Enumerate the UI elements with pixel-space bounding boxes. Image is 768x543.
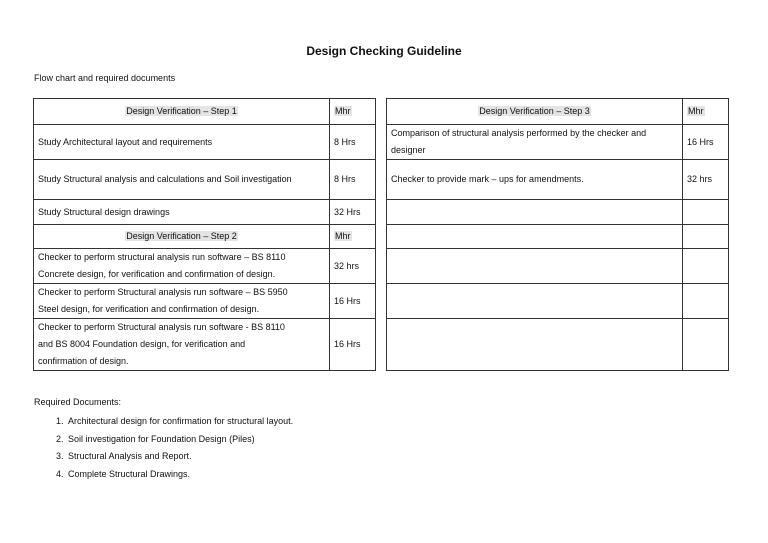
mhr-cell: 32 hrs bbox=[330, 249, 376, 284]
task-line: Checker to perform Structural analysis run software - BS 8110 bbox=[38, 322, 285, 332]
mhr-header: Mhr bbox=[330, 99, 376, 125]
mhr-cell: 32 hrs bbox=[683, 160, 729, 200]
empty-cell bbox=[683, 200, 729, 225]
mhr-cell: 32 Hrs bbox=[330, 200, 376, 225]
list-item: 4. Complete Structural Drawings. bbox=[66, 466, 293, 484]
table-row bbox=[34, 284, 376, 319]
table-header-row bbox=[34, 225, 376, 249]
task-line: confirmation of design. bbox=[38, 356, 129, 366]
task-line: Comparison of structural analysis performed by the checker and bbox=[391, 128, 647, 138]
task-line: Checker to perform structural analysis run software – BS 8110 bbox=[38, 252, 286, 262]
list-item: 2. Soil investigation for Foundation Design (Piles) bbox=[66, 431, 293, 449]
required-documents-title: Required Documents: bbox=[34, 397, 122, 407]
verification-table-step3 bbox=[386, 98, 729, 371]
empty-cell bbox=[683, 284, 729, 319]
subtitle: Flow chart and required documents bbox=[34, 73, 176, 83]
task-line: Steel design, for verification and confirmation of design. bbox=[38, 304, 260, 314]
mhr-cell: 8 Hrs bbox=[330, 125, 376, 160]
empty-cell bbox=[683, 225, 729, 249]
table-row bbox=[34, 249, 376, 284]
empty-cell bbox=[387, 319, 683, 371]
step2-header: Design Verification – Step 2 bbox=[34, 225, 330, 249]
table-header-row bbox=[387, 99, 729, 125]
required-documents-list bbox=[48, 413, 293, 483]
mhr-cell: 16 Hrs bbox=[683, 125, 729, 160]
page-title: Design Checking Guideline bbox=[306, 44, 462, 58]
mhr-header: Mhr bbox=[683, 99, 729, 125]
table-row bbox=[387, 160, 729, 200]
step1-header: Design Verification – Step 1 bbox=[34, 99, 330, 125]
task-line: designer bbox=[391, 145, 426, 155]
task-cell: Study Structural analysis and calculations and Soil investigation bbox=[34, 160, 330, 200]
mhr-cell: 8 Hrs bbox=[330, 160, 376, 200]
table-row bbox=[34, 319, 376, 371]
task-cell: Study Architectural layout and requirements bbox=[34, 125, 330, 160]
empty-cell bbox=[387, 200, 683, 225]
task-line: Checker to perform Structural analysis run software – BS 5950 bbox=[38, 287, 288, 297]
list-item: 1. Architectural design for confirmation for structural layout. bbox=[66, 413, 293, 431]
mhr-cell: 16 Hrs bbox=[330, 319, 376, 371]
table-row bbox=[34, 200, 376, 225]
table-row bbox=[387, 125, 729, 160]
empty-cell bbox=[387, 284, 683, 319]
task-cell: Study Structural design drawings bbox=[34, 200, 330, 225]
empty-cell bbox=[683, 319, 729, 371]
table-header-row bbox=[34, 99, 376, 125]
mhr-header: Mhr bbox=[330, 225, 376, 249]
empty-cell bbox=[387, 249, 683, 284]
empty-cell bbox=[683, 249, 729, 284]
task-cell bbox=[34, 284, 330, 319]
table-row bbox=[34, 125, 376, 160]
list-item: 3. Structural Analysis and Report. bbox=[66, 448, 293, 466]
task-line: Concrete design, for verification and confirmation of design. bbox=[38, 269, 276, 279]
mhr-cell: 16 Hrs bbox=[330, 284, 376, 319]
empty-row bbox=[387, 319, 729, 371]
task-line: and BS 8004 Foundation design, for verification and bbox=[38, 339, 246, 349]
task-cell bbox=[387, 125, 683, 160]
task-cell bbox=[34, 319, 330, 371]
empty-cell bbox=[387, 225, 683, 249]
empty-row bbox=[387, 200, 729, 225]
task-cell bbox=[34, 249, 330, 284]
table-row bbox=[34, 160, 376, 200]
empty-row bbox=[387, 284, 729, 319]
step3-header: Design Verification – Step 3 bbox=[387, 99, 683, 125]
verification-table-step1-2 bbox=[33, 98, 376, 371]
empty-row bbox=[387, 225, 729, 249]
task-cell: Checker to provide mark – ups for amendments. bbox=[387, 160, 683, 200]
empty-row bbox=[387, 249, 729, 284]
